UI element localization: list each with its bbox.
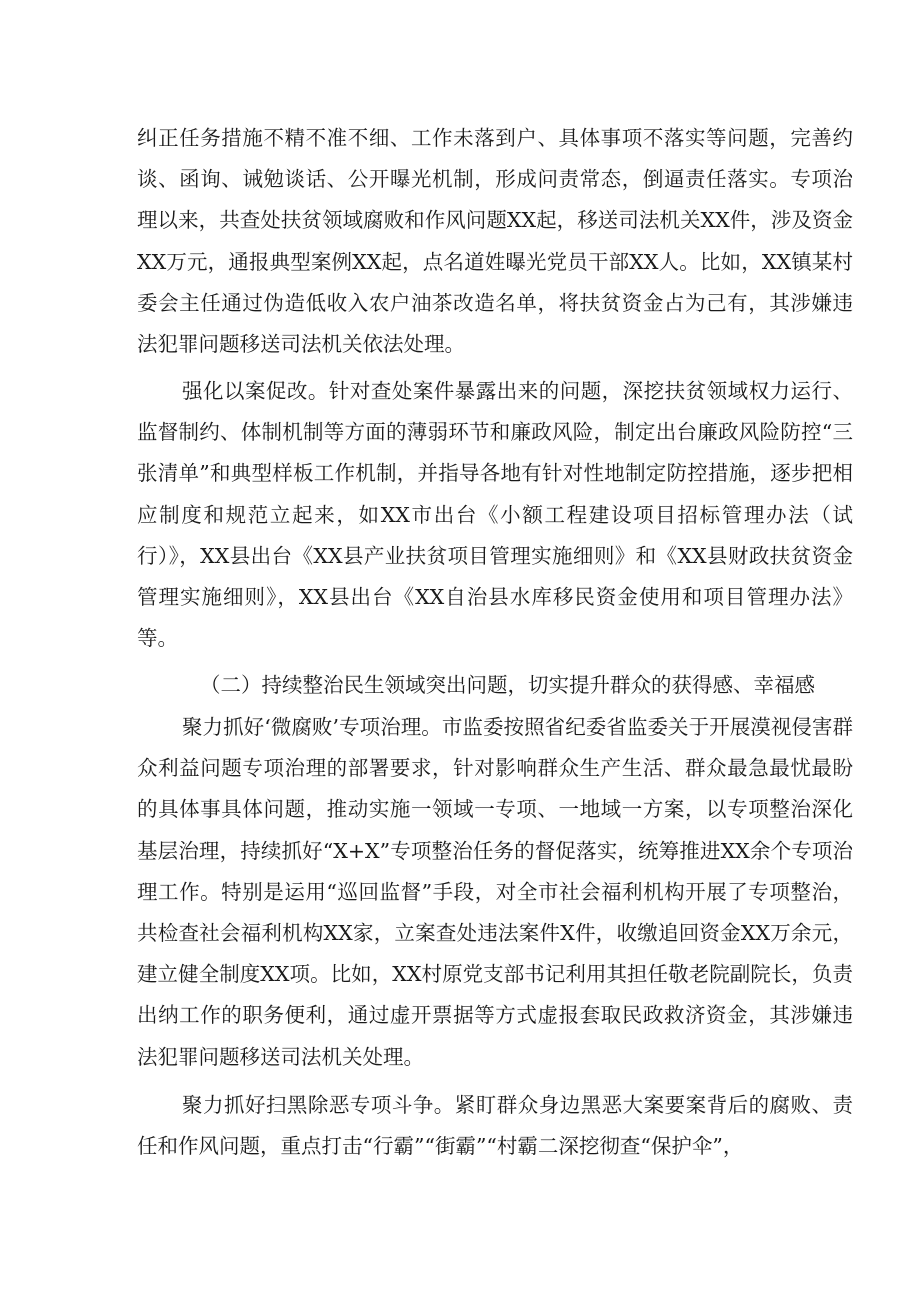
body-paragraph-case-reform: 强化以案促改。针对查处案件暴露出来的问题，深挖扶贫领域权力运行、监督制约、体制机制等方面的薄弱环节和廉政风险，制定出台廉政风险防控“三张清单”和典型样板工作机制，并指导各地有针对性地制定防控措施，逐步把相应制度和规范立起来，如XX市出台《小额工程建设项目招标管理办法（试行）》，XX县出台《XX县产业扶贫项目管理实施细则》和《XX县财政扶贫资金管理实施细则》，XX县出台《XX自治县水库移民资金使用和项目管理办法》等。 bbox=[137, 379, 853, 651]
body-paragraph-poverty-accountability: 纠正任务措施不精不准不细、工作未落到户、具体事项不落实等问题，完善约谈、函询、诫勉谈话、公开曝光机制，形成问责常态，倒逼责任落实。专项治理以来，共查处扶贫领域腐败和作风问题XX起，移送司法机关XX件，涉及资金XX万元，通报典型案例XX起，点名道姓曝光党员干部XX人。比如，XX镇某村委会主任通过伪造低收入农户油茶改造名单，将扶贫资金占为己有，其涉嫌违法犯罪问题移送司法机关依法处理。 bbox=[137, 126, 853, 357]
body-paragraph-anti-gang: 聚力抓好扫黑除恶专项斗争。紧盯群众身边黑恶大案要案背后的腐败、责任和作风问题，重点打击“行霸”“街霸”“村霸二深挖彻查“保护伞”， bbox=[137, 1093, 853, 1159]
body-paragraph-micro-corruption: 聚力抓好‘微腐败’专项治理。市监委按照省纪委省监委关于开展漠视侵害群众利益问题专项治理的部署要求，针对影响群众生产生活、群众最急最忧最盼的具体事具体问题，推动实施一领域一专项、一地域一方案，以专项整治深化基层治理，持续抓好“X+X”专项整治任务的督促落实，统筹推进XX余个专项治理工作。特别是运用“巡回监督”手段，对全市社会福利机构开展了专项整治，共检查社会福利机构XX家，立案查处违法案件X件，收缴追回资金XX万余元，建立健全制度XX项。比如，XX村原党支部书记利用其担任敬老院副院长，负责出纳工作的职务便利，通过虚开票据等方式虚报套取民政救济资金，其涉嫌违法犯罪问题移送司法机关处理。 bbox=[137, 715, 853, 1069]
section-heading-livelihood: （二）持续整治民生领域突出问题，切实提升群众的获得感、幸福感 bbox=[200, 673, 815, 697]
